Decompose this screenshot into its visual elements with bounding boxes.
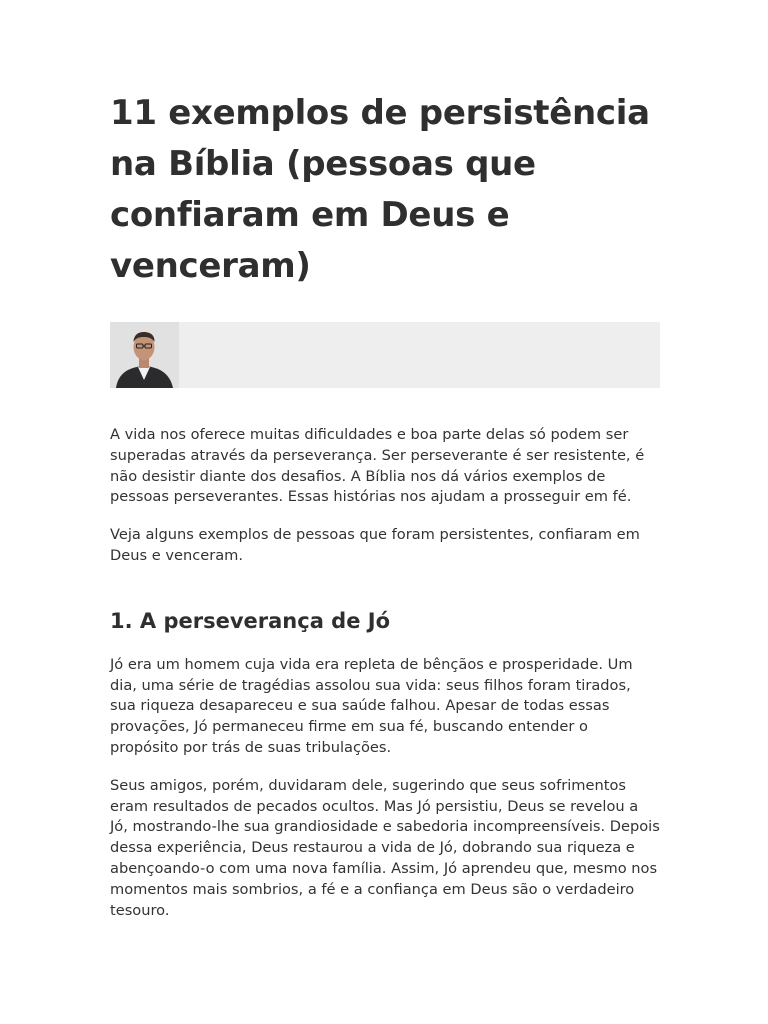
author-avatar[interactable] [110,322,179,388]
section-heading-1: 1. A perseverança de Jó [110,608,391,633]
article-title: 11 exemplos de persistência na Bíblia (pessoas que confiaram em Deus e venceram) [110,93,650,286]
author-bar [110,322,660,388]
intro-paragraph-1: A vida nos oferece muitas dificuldades e boa parte delas só podem ser superadas através da perseverança. Ser perseverante é ser resistente, é não desistir diante dos desafios. A Bíblia nos dá vários exemplos de pessoas perseverantes. Essas histórias nos ajudam a prosseguir em fé. [110,426,645,506]
section-1-paragraph-2: Seus amigos, porém, duvidaram dele, sugerindo que seus sofrimentos eram resultados de pecados ocultos. Mas Jó persistiu, Deus se revelou a Jó, mostrando-lhe sua grandiosidade e sabedoria incompreensíveis. Depois dessa experiência, Deus restaurou a vida de Jó, dobrando sua riqueza e abençoando-o com uma nova família. Assim, Jó aprendeu que, mesmo nos momentos mais sombrios, a fé e a confiança em Deus são o verdadeiro tesouro. [110,776,660,919]
article [110,88,660,938]
intro-paragraph-2: Veja alguns exemplos de pessoas que foram persistentes, confiaram em Deus e venceram. [110,526,640,564]
section-1-paragraph-1: Jó era um homem cuja vida era repleta de bênçãos e prosperidade. Um dia, uma série de tragédias assolou sua vida: seus filhos foram tirados, sua riqueza desapareceu e sua saúde falhou. Apesar de todas essas provações, Jó permaneceu firme em sua fé, buscando entender o propósito por trás de suas tribulações. [110,655,633,756]
article-body [110,425,660,921]
